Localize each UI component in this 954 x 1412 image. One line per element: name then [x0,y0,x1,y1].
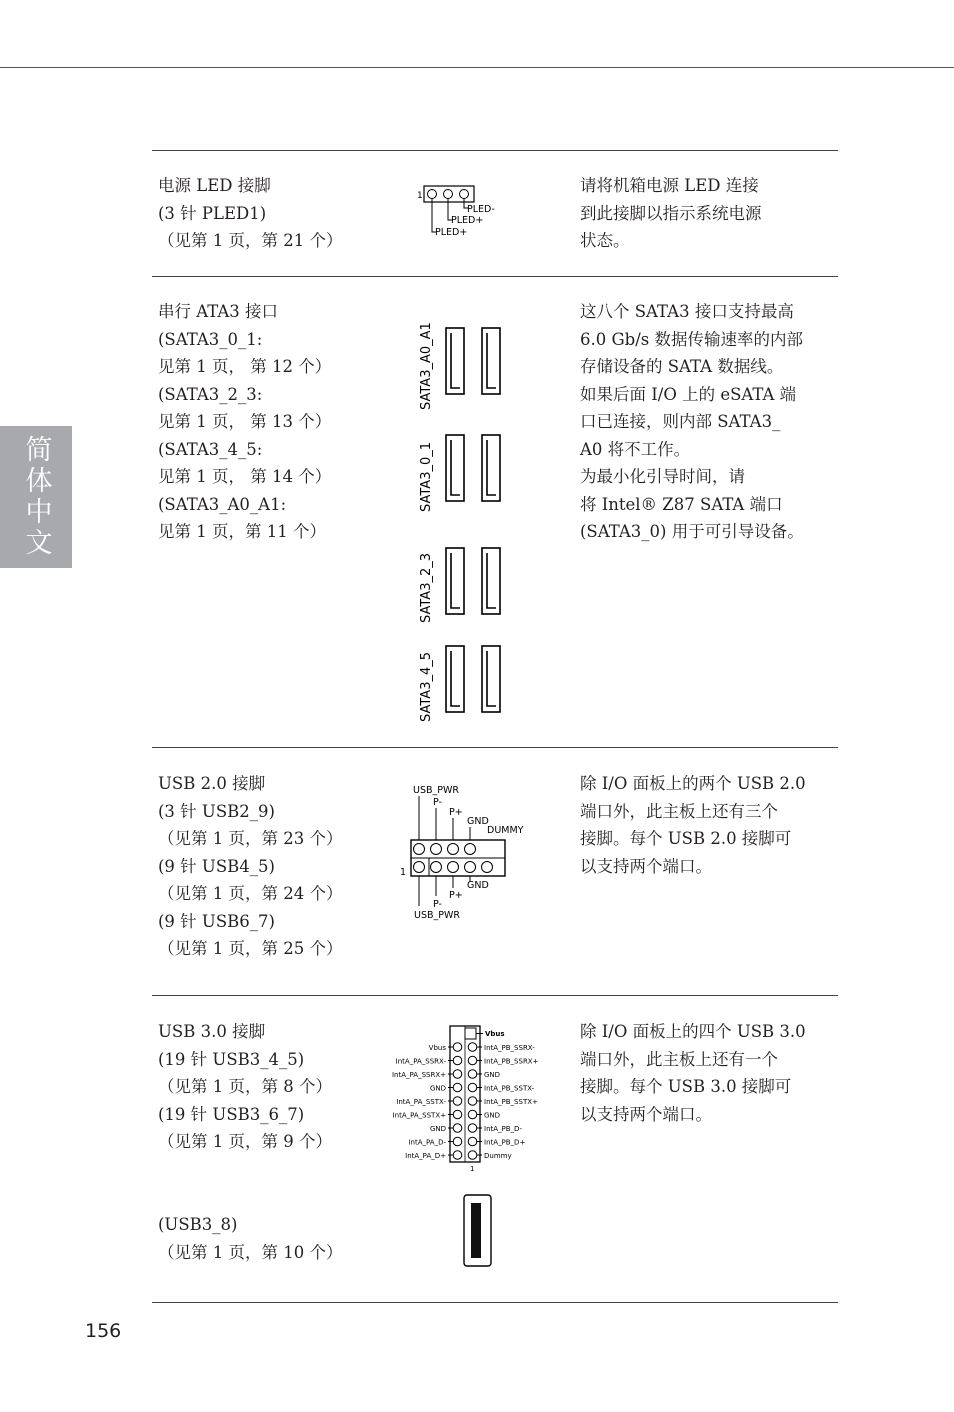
pin-label: IntA_PB_SSTX- [484,1084,535,1093]
pled-description [158,172,342,255]
pin1-label: 1 [470,1165,475,1173]
usb3-8-description [158,1211,342,1266]
pin [453,1124,462,1133]
text-line: 存储设备的 SATA 数据线。 [580,357,784,376]
usb-pwr-label: USB_PWR [414,910,460,921]
pin-label: IntA_PA_SSRX+ [391,1071,446,1079]
pin-label: GND [429,1125,446,1133]
pin [468,1110,477,1119]
pin [468,1043,477,1052]
text-line: (USB3_8) [158,1215,238,1234]
text-line: (19 针 USB3_6_7) [158,1104,305,1124]
sata-description [158,298,331,546]
text-line: (SATA3_A0_A1: [158,494,287,514]
text-line: 除 I/O 面板上的两个 USB 2.0 [580,774,806,793]
usb3-explanation [580,1018,806,1128]
p-minus-label: P- [433,899,442,910]
usb2-explanation [580,770,806,880]
text-line: (9 针 USB4_5) [158,856,275,876]
text-line: 6.0 Gb/s 数据传输速率的内部 [580,329,803,349]
pin-label: GND [429,1084,446,1093]
text-line: 见第 1 页， 第 13 个） [158,412,332,431]
text-line: 这八个 SATA3 接口支持最高 [580,302,794,321]
usb3-description [158,1018,332,1156]
text-line: 串行 ATA3 接口 [158,302,279,321]
text-line: 状态。 [580,231,630,250]
pin [468,1137,477,1146]
usb2-header-diagram [395,778,545,923]
text-line: (3 针 PLED1) [158,203,267,223]
pin [468,1083,477,1092]
pin-label: GND [484,1111,501,1120]
text-line: 将 Intel® Z87 SATA 端口 [580,494,783,514]
rule [152,1302,838,1303]
pled-minus-label: PLED- [467,204,495,215]
p-plus-label: P+ [449,807,463,818]
pin [453,1097,462,1106]
text-line: (19 针 USB3_4_5) [158,1049,305,1069]
text-line: 端口外，此主板上还有一个 [580,1049,778,1069]
pled-plus-label: PLED+ [435,227,468,238]
pin [453,1137,462,1146]
pin-label: IntA_PA_D+ [405,1152,446,1160]
pin-label: IntA_PB_SSTX+ [484,1098,538,1106]
language-side-tab [0,426,72,568]
pin [453,1043,462,1052]
pin [468,1151,477,1160]
p-plus-label: P+ [449,890,463,901]
text-line: （见第 1 页，第 8 个） [158,1077,332,1096]
pled-header-diagram [412,180,512,242]
text-line: 接脚。每个 USB 3.0 接脚可 [580,1077,792,1096]
text-line: 以支持两个端口。 [580,856,712,876]
rule [152,747,838,748]
text-line: (SATA3_4_5: [158,439,263,459]
pin [453,1083,462,1092]
text-line: （见第 1 页，第 21 个） [158,231,343,250]
text-line: 见第 1 页， 第 12 个） [158,357,332,376]
text-line: 以支持两个端口。 [580,1104,712,1124]
text-line: （见第 1 页，第 25 个） [158,939,343,958]
text-line: 为最小化引导时间，请 [580,467,745,486]
text-line: (SATA3_0) 用于可引导设备。 [580,522,804,541]
pin-label: IntA_PA_SSTX+ [392,1111,446,1120]
gnd-label: GND [467,880,489,891]
text-line: (SATA3_2_3: [158,384,263,404]
dummy-label: DUMMY [487,825,524,836]
sata3-2-3-label: SATA3_2_3 [419,552,434,623]
usb3-left-pin-labels [392,1044,446,1160]
rule [152,150,838,151]
text-line: A0 将不工作。 [580,439,691,459]
pled-plus-label: PLED+ [451,215,484,226]
text-line: (9 针 USB6_7) [158,911,275,931]
pled-explanation [580,172,762,255]
text-line: 请将机箱电源 LED 连接 [580,176,759,195]
usb-pwr-label: USB_PWR [413,785,459,796]
text-line: USB 2.0 接脚 [158,774,266,793]
side-tab-label: 简体中文 [20,435,52,559]
pin [453,1056,462,1065]
sata3-0-1-label: SATA3_0_1 [419,441,434,512]
text-line: 端口外，此主板上还有三个 [580,801,778,821]
pin-label: IntA_PA_SSTX- [396,1098,446,1106]
pin-label: IntA_PB_SSRX- [484,1044,535,1052]
text-line: (3 针 USB2_9) [158,801,275,821]
usb3-header-diagram [375,1020,555,1178]
sata-connectors-diagram [408,318,518,728]
usb2-description [158,770,342,963]
pin-label: IntA_PA_D- [408,1138,446,1147]
rule [152,995,838,996]
pin-label: IntA_PB_SSRX+ [484,1057,539,1066]
text-line: 见第 1 页， 第 14 个） [158,467,332,486]
sata-explanation [580,298,804,546]
text-line: （见第 1 页，第 10 个） [158,1242,343,1262]
pin [468,1070,477,1079]
p-minus-label: P- [433,797,442,808]
usb3-right-pin-labels [484,1044,539,1160]
sata3-4-5-label: SATA3_4_5 [419,651,434,722]
text-line: （见第 1 页，第 23 个） [158,829,343,848]
text-line: (SATA3_0_1: [158,329,263,349]
pin [453,1070,462,1079]
pin-label: Dummy [484,1152,512,1160]
vbus-label: Vbus [485,1030,505,1038]
text-line: 电源 LED 接脚 [158,176,271,195]
text-line: 见第 1 页，第 11 个） [158,522,326,541]
text-line: 如果后面 I/O 上的 eSATA 端 [580,384,797,404]
text-line: （见第 1 页，第 9 个） [158,1132,332,1151]
rule [152,276,838,277]
pin-label: GND [484,1071,501,1079]
pin [453,1151,462,1160]
page-number: 156 [85,1320,122,1342]
sata3-a0-a1-label: SATA3_A0_A1 [419,322,434,410]
text-line: 接脚。每个 USB 2.0 接脚可 [580,829,792,848]
pin-label: IntA_PB_D+ [484,1138,526,1147]
text-line: 到此接脚以指示系统电源 [580,203,762,223]
text-line: USB 3.0 接脚 [158,1022,266,1041]
text-line: （见第 1 页，第 24 个） [158,884,343,903]
pin [468,1124,477,1133]
pin [468,1056,477,1065]
top-rule [0,67,954,68]
text-line: 口已连接，则内部 SATA3_ [580,412,781,431]
gnd-label: GND [467,816,489,827]
pin-label: IntA_PB_D- [484,1125,522,1133]
pin-label: Vbus [428,1044,446,1052]
pin1-label: 1 [400,867,407,878]
pin [468,1097,477,1106]
usb3-8-type-a-port [462,1193,494,1269]
text-line: 除 I/O 面板上的四个 USB 3.0 [580,1022,806,1041]
pin-label: IntA_PA_SSRX- [395,1057,446,1066]
pin1-label: 1 [417,191,423,201]
pin [453,1110,462,1119]
